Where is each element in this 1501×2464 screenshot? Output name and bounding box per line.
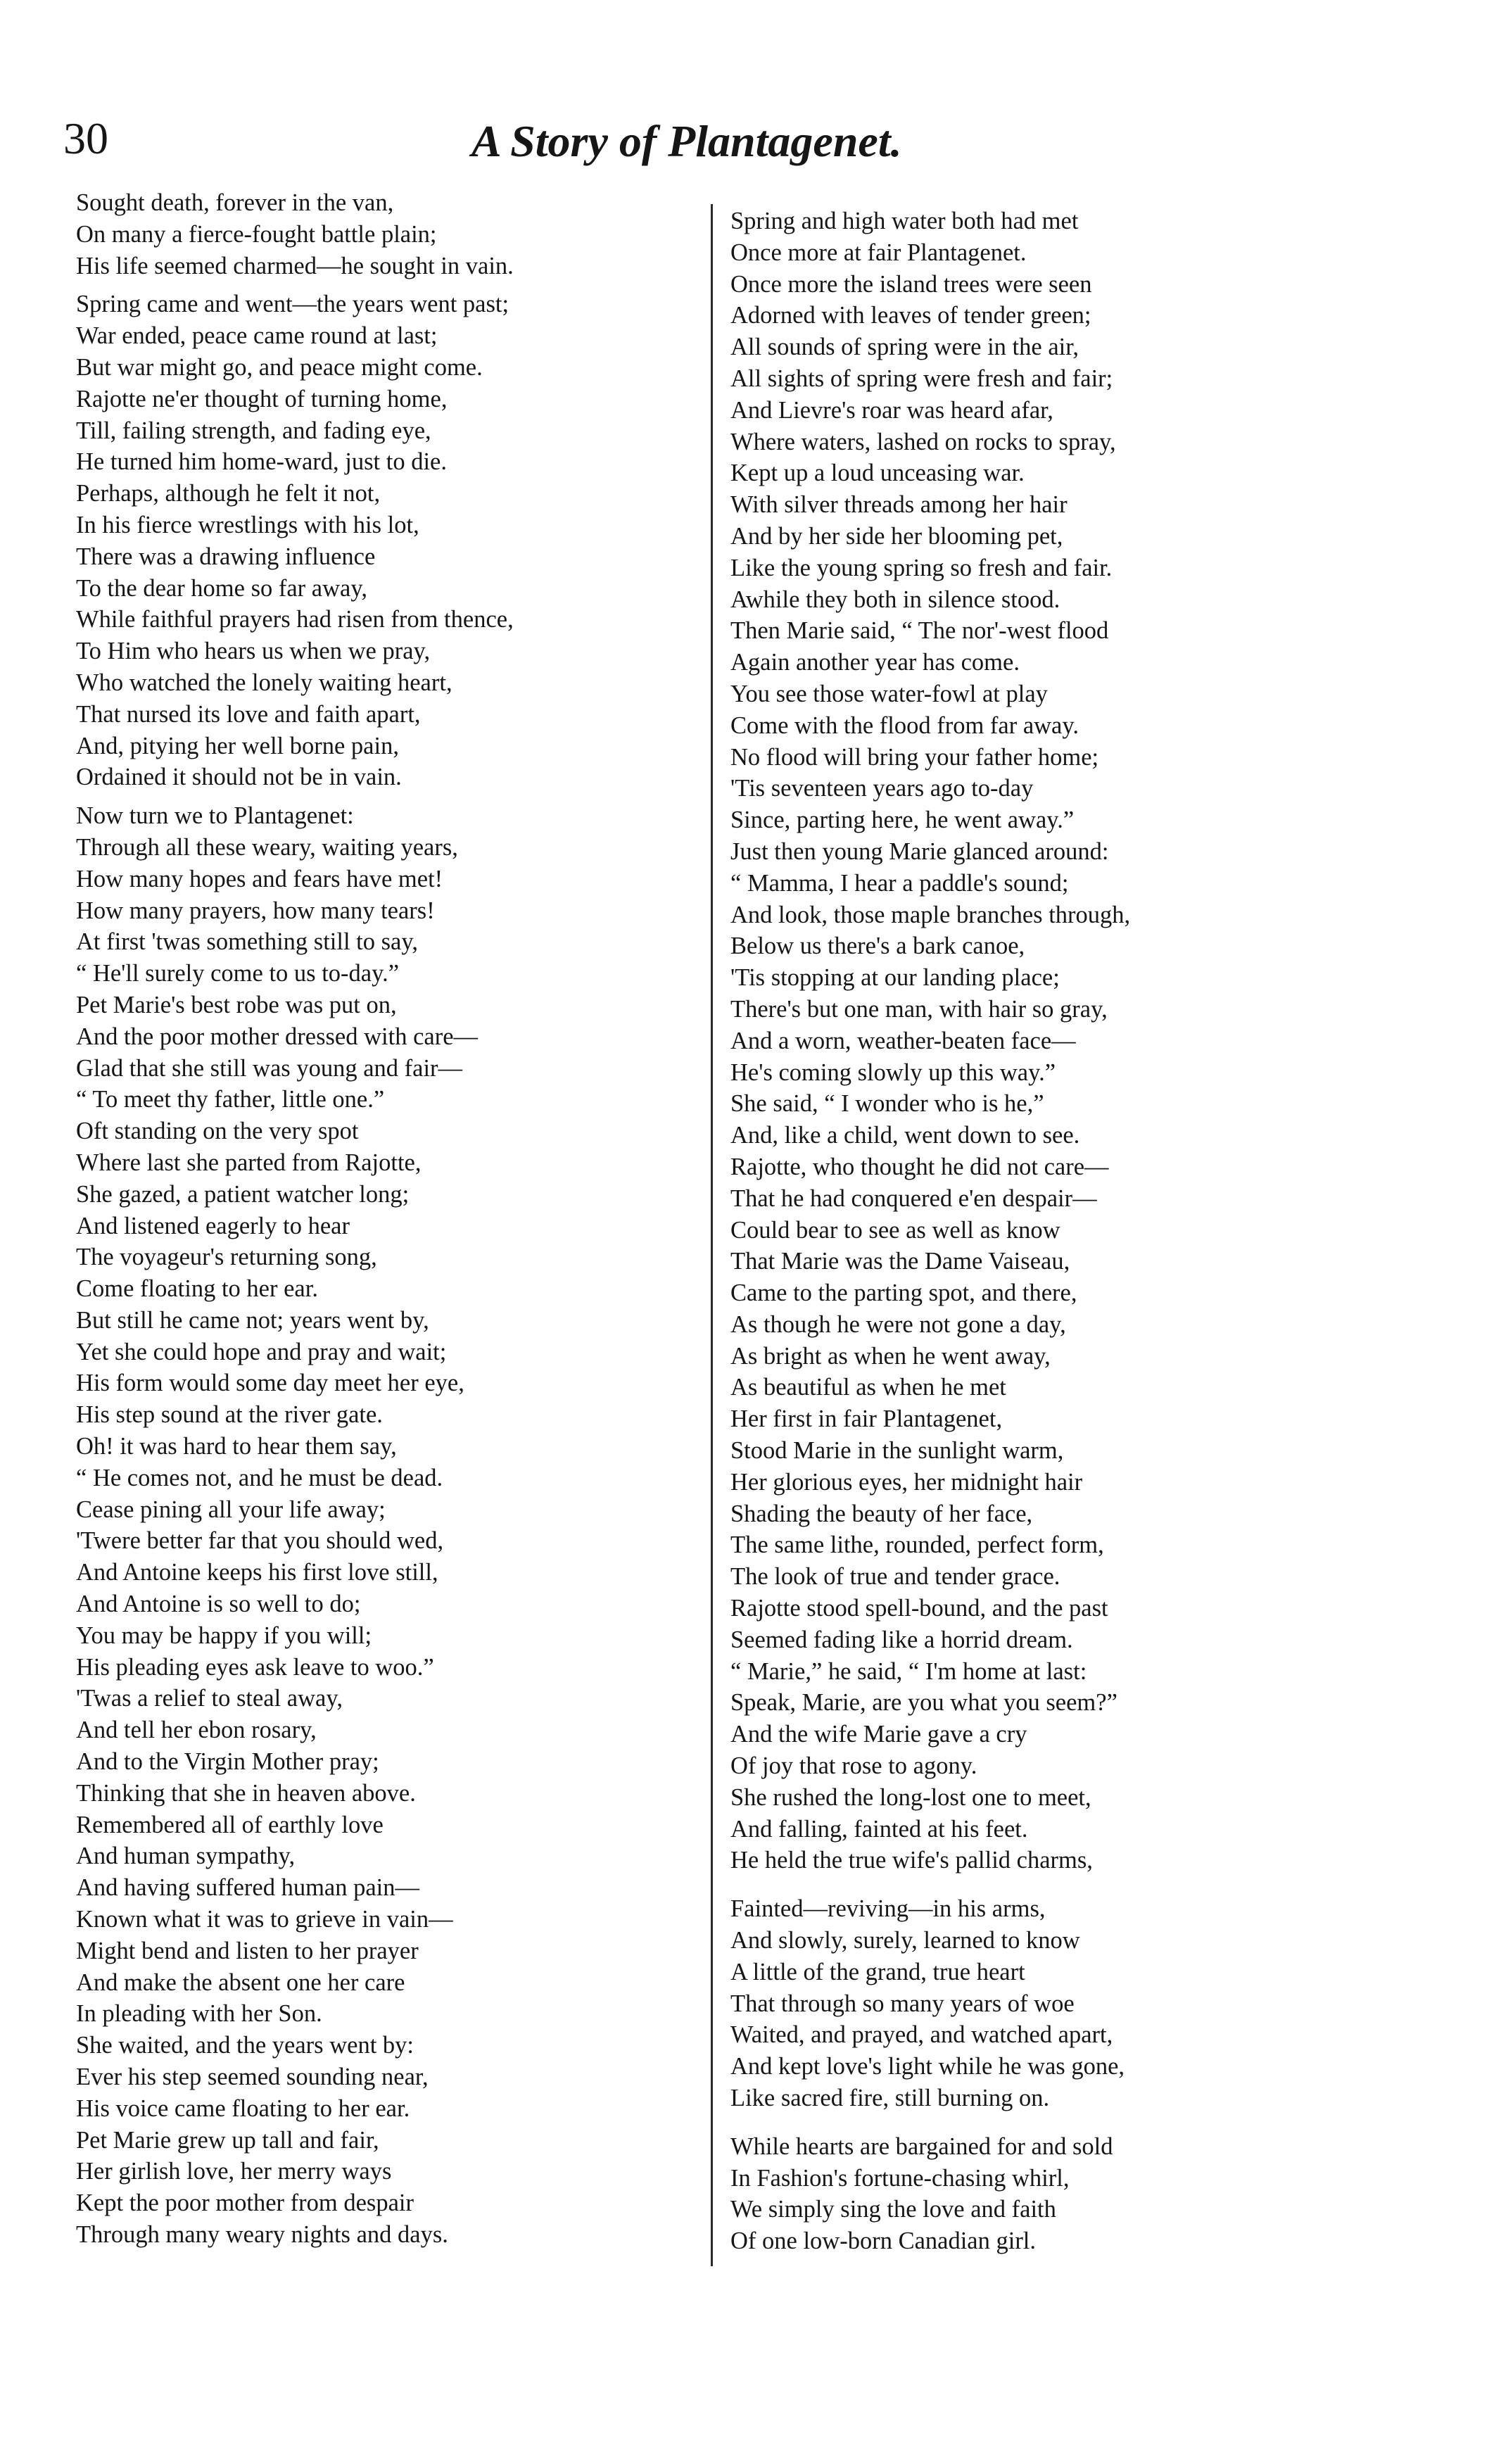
poem-line: There was a drawing influence <box>76 543 376 570</box>
poem-line: And, pitying her well borne pain, <box>76 732 399 759</box>
stanza <box>76 187 695 282</box>
poem-line: And, like a child, went down to see. <box>730 1122 1080 1149</box>
poem-line: And to the Virgin Mother pray; <box>76 1748 379 1776</box>
stanza <box>730 2131 1350 2257</box>
poem-line: Since, parting here, he went away.” <box>730 807 1075 834</box>
poem-line: Come floating to her ear. <box>76 1275 318 1303</box>
poem-line: Once more the island trees were seen <box>730 270 1092 298</box>
poem-line: Adorned with leaves of tender green; <box>730 302 1091 329</box>
poem-line: 'Twere better far that you should wed, <box>76 1527 444 1555</box>
poem-line: In his fierce wrestlings with his lot, <box>76 511 419 538</box>
poem-line: That nursed its love and faith apart, <box>76 700 421 728</box>
poem-line: Yet she could hope and pray and wait; <box>76 1338 447 1365</box>
poem-line: All sounds of spring were in the air, <box>730 334 1079 361</box>
running-header <box>63 113 950 190</box>
poem-line: No flood will bring your father home; <box>730 743 1099 771</box>
poem-line: Seemed fading like a horrid dream. <box>730 1626 1073 1653</box>
poem-line: “ He comes not, and he must be dead. <box>76 1464 443 1491</box>
poem-line: His life seemed charmed—he sought in vain. <box>76 252 514 279</box>
poem-line: And tell her ebon rosary, <box>76 1717 317 1744</box>
poem-line: You may be happy if you will; <box>76 1622 372 1649</box>
poem-line: We simply sing the love and faith <box>730 2196 1056 2223</box>
poem-line: And the wife Marie gave a cry <box>730 1721 1027 1748</box>
poem-line: Perhaps, although he felt it not, <box>76 480 381 507</box>
poem-line: Of one low-born Canadian girl. <box>730 2228 1037 2255</box>
poem-line: His pleading eyes ask leave to woo.” <box>76 1653 434 1681</box>
poem-line: As beautiful as when he met <box>730 1374 1006 1401</box>
poem-line: How many prayers, how many tears! <box>76 897 435 924</box>
poem-line: 'Twas a relief to steal away, <box>76 1685 343 1712</box>
poem-line: To the dear home so far away, <box>76 574 367 602</box>
poem-line: Of joy that rose to agony. <box>730 1752 977 1780</box>
poem-line: Through all these weary, waiting years, <box>76 833 458 861</box>
poem-line: Speak, Marie, are you what you seem?” <box>730 1689 1117 1717</box>
poem-line: Oft standing on the very spot <box>76 1118 359 1145</box>
stanza <box>76 289 695 793</box>
poem-line: She gazed, a patient watcher long; <box>76 1180 410 1208</box>
poem-line: You see those water-fowl at play <box>730 680 1048 707</box>
poem-line: And the poor mother dressed with care— <box>76 1023 479 1050</box>
poem-line: He turned him home-ward, just to die. <box>76 448 447 476</box>
poem-line: Who watched the lonely waiting heart, <box>76 669 452 696</box>
poem-line: While hearts are bargained for and sold <box>730 2133 1113 2160</box>
poem-line: That through so many years of woe <box>730 1990 1075 2017</box>
poem-line: On many a fierce-fought battle plain; <box>76 220 437 248</box>
poem-line: While faithful prayers had risen from thence, <box>76 606 514 633</box>
poem-line: Ordained it should not be in vain. <box>76 764 402 791</box>
poem-line: And slowly, surely, learned to know <box>730 1927 1080 1954</box>
poem-line: Known what it was to grieve in vain— <box>76 1906 453 1933</box>
poem-line: Like sacred fire, still burning on. <box>730 2085 1050 2112</box>
poem-line: But still he came not; years went by, <box>76 1306 429 1334</box>
poem-line: And listened eagerly to hear <box>76 1212 350 1239</box>
poem-line: Spring came and went—the years went past; <box>76 291 509 318</box>
poem-line: And Antoine is so well to do; <box>76 1591 361 1618</box>
poem-line: And by her side her blooming pet, <box>730 522 1063 550</box>
poem-line: Come with the flood from far away. <box>730 712 1079 739</box>
poem-line: Ever his step seemed sounding near, <box>76 2064 429 2091</box>
stanza <box>730 206 1350 1876</box>
poem-line: Stood Marie in the sunlight warm, <box>730 1437 1064 1465</box>
poem-line: “ Mamma, I hear a paddle's sound; <box>730 869 1069 897</box>
poem-line: Kept the poor mother from despair <box>76 2190 414 2217</box>
poem-line: 'Tis stopping at our landing place; <box>730 964 1060 992</box>
poem-line: His step sound at the river gate. <box>76 1401 383 1429</box>
poem-line: The voyageur's returning song, <box>76 1244 377 1271</box>
poem-line: And kept love's light while he was gone, <box>730 2053 1125 2080</box>
poem-line: There's but one man, with hair so gray, <box>730 995 1108 1023</box>
poem-line: Her first in fair Plantagenet, <box>730 1405 1003 1433</box>
poem-line: Pet Marie's best robe was put on, <box>76 991 397 1018</box>
poem-line: Her glorious eyes, her midnight hair <box>730 1468 1083 1496</box>
poem-line: Pet Marie grew up tall and fair, <box>76 2126 379 2154</box>
poem-line: 'Tis seventeen years ago to-day <box>730 775 1034 802</box>
poem-line: Thinking that she in heaven above. <box>76 1779 416 1807</box>
poem-line: All sights of spring were fresh and fair; <box>730 365 1113 392</box>
poem-line: Oh! it was hard to hear them say, <box>76 1433 397 1460</box>
column-divider <box>711 204 713 2266</box>
poem-line: Kept up a loud unceasing war. <box>730 460 1025 487</box>
poem-line: And a worn, weather-beaten face— <box>730 1027 1076 1054</box>
poem-line: He's coming slowly up this way.” <box>730 1059 1056 1086</box>
poem-line: “ Marie,” he said, “ I'm home at last: <box>730 1657 1087 1685</box>
poem-line: Remembered all of earthly love <box>76 1811 384 1838</box>
poem-line: As though he were not gone a day, <box>730 1310 1066 1338</box>
poem-line: And Antoine keeps his first love still, <box>76 1559 438 1586</box>
poem-line: War ended, peace came round at last; <box>76 322 438 350</box>
left-poem-column <box>76 187 695 2258</box>
poem-line: Shading the beauty of her face, <box>730 1500 1033 1527</box>
poem-line: Glad that she still was young and fair— <box>76 1054 463 1082</box>
poem-line: The look of true and tender grace. <box>730 1563 1060 1591</box>
poem-line: Her girlish love, her merry ways <box>76 2158 392 2185</box>
poem-line: How many hopes and fears have met! <box>76 865 443 892</box>
poem-line: Till, failing strength, and fading eye, <box>76 417 431 444</box>
poem-line: As bright as when he went away, <box>730 1342 1051 1370</box>
stanza <box>730 1893 1350 2114</box>
poem-line: She said, “ I wonder who is he,” <box>730 1090 1044 1118</box>
poem-line: Then Marie said, “ The nor'-west flood <box>730 617 1109 645</box>
poem-line: She rushed the long-lost one to meet, <box>730 1783 1091 1811</box>
running-title: A Story of Plantagenet. <box>471 116 902 166</box>
poem-line: And human sympathy, <box>76 1843 296 1870</box>
poem-line: With silver threads among her hair <box>730 491 1068 519</box>
poem-line: Awhile they both in silence stood. <box>730 586 1060 613</box>
poem-line: Spring and high water both had met <box>730 208 1079 234</box>
right-poem-column <box>730 206 1350 2264</box>
poem-line: He held the true wife's pallid charms, <box>730 1847 1093 1874</box>
poem-line: Fainted—reviving—in his arms, <box>730 1895 1046 1923</box>
poem-line: And make the absent one her care <box>76 1969 405 1996</box>
poem-line: The same lithe, rounded, perfect form, <box>730 1531 1104 1559</box>
poem-line: Cease pining all your life away; <box>76 1496 386 1523</box>
poem-line: Just then young Marie glanced around: <box>730 838 1109 865</box>
poem-line: And Lievre's roar was heard afar, <box>730 396 1053 424</box>
poem-line: And falling, fainted at his feet. <box>730 1815 1028 1843</box>
poem-line: But war might go, and peace might come. <box>76 353 483 381</box>
poem-line: That he had conquered e'en despair— <box>730 1184 1097 1212</box>
poem-line: Like the young spring so fresh and fair. <box>730 554 1113 581</box>
poem-line: Once more at fair Plantagenet. <box>730 239 1027 266</box>
poem-line: His form would some day meet her eye, <box>76 1370 464 1397</box>
poem-line: “ He'll surely come to us to-day.” <box>76 960 400 987</box>
poem-line: Where last she parted from Rajotte, <box>76 1149 422 1176</box>
poem-line: “ To meet thy father, little one.” <box>76 1086 385 1113</box>
poem-line: To Him who hears us when we pray, <box>76 638 431 665</box>
poem-line: In pleading with her Son. <box>76 2000 322 2028</box>
poem-line: His voice came floating to her ear. <box>76 2095 410 2122</box>
poem-line: In Fashion's fortune-chasing whirl, <box>730 2164 1070 2192</box>
poem-line: That Marie was the Dame Vaiseau, <box>730 1248 1070 1275</box>
poem-line: And having suffered human pain— <box>76 1874 420 1902</box>
poem-line: She waited, and the years went by: <box>76 2032 414 2059</box>
poem-line: And look, those maple branches through, <box>730 901 1131 928</box>
page-number: 30 <box>63 113 108 163</box>
poem-line: Sought death, forever in the van, <box>76 189 394 216</box>
poem-line: Through many weary nights and days. <box>76 2221 448 2248</box>
poem-line: Rajotte, who thought he did not care— <box>730 1153 1109 1180</box>
poem-line: Came to the parting spot, and there, <box>730 1280 1077 1307</box>
poem-line: Waited, and prayed, and watched apart, <box>730 2021 1113 2049</box>
poem-line: Again another year has come. <box>730 649 1020 676</box>
poem-line: Where waters, lashed on rocks to spray, <box>730 428 1116 455</box>
poem-line: Below us there's a bark canoe, <box>730 933 1025 960</box>
poem-line: A little of the grand, true heart <box>730 1958 1025 1985</box>
poem-line: At first 'twas something still to say, <box>76 928 418 956</box>
poem-line: Might bend and listen to her prayer <box>76 1937 419 1964</box>
stanza <box>76 800 695 2251</box>
poem-line: Rajotte stood spell-bound, and the past <box>730 1595 1108 1622</box>
poem-line: Could bear to see as well as know <box>730 1216 1060 1244</box>
poem-line: Rajotte ne'er thought of turning home, <box>76 385 448 412</box>
poem-line: Now turn we to Plantagenet: <box>76 802 354 830</box>
